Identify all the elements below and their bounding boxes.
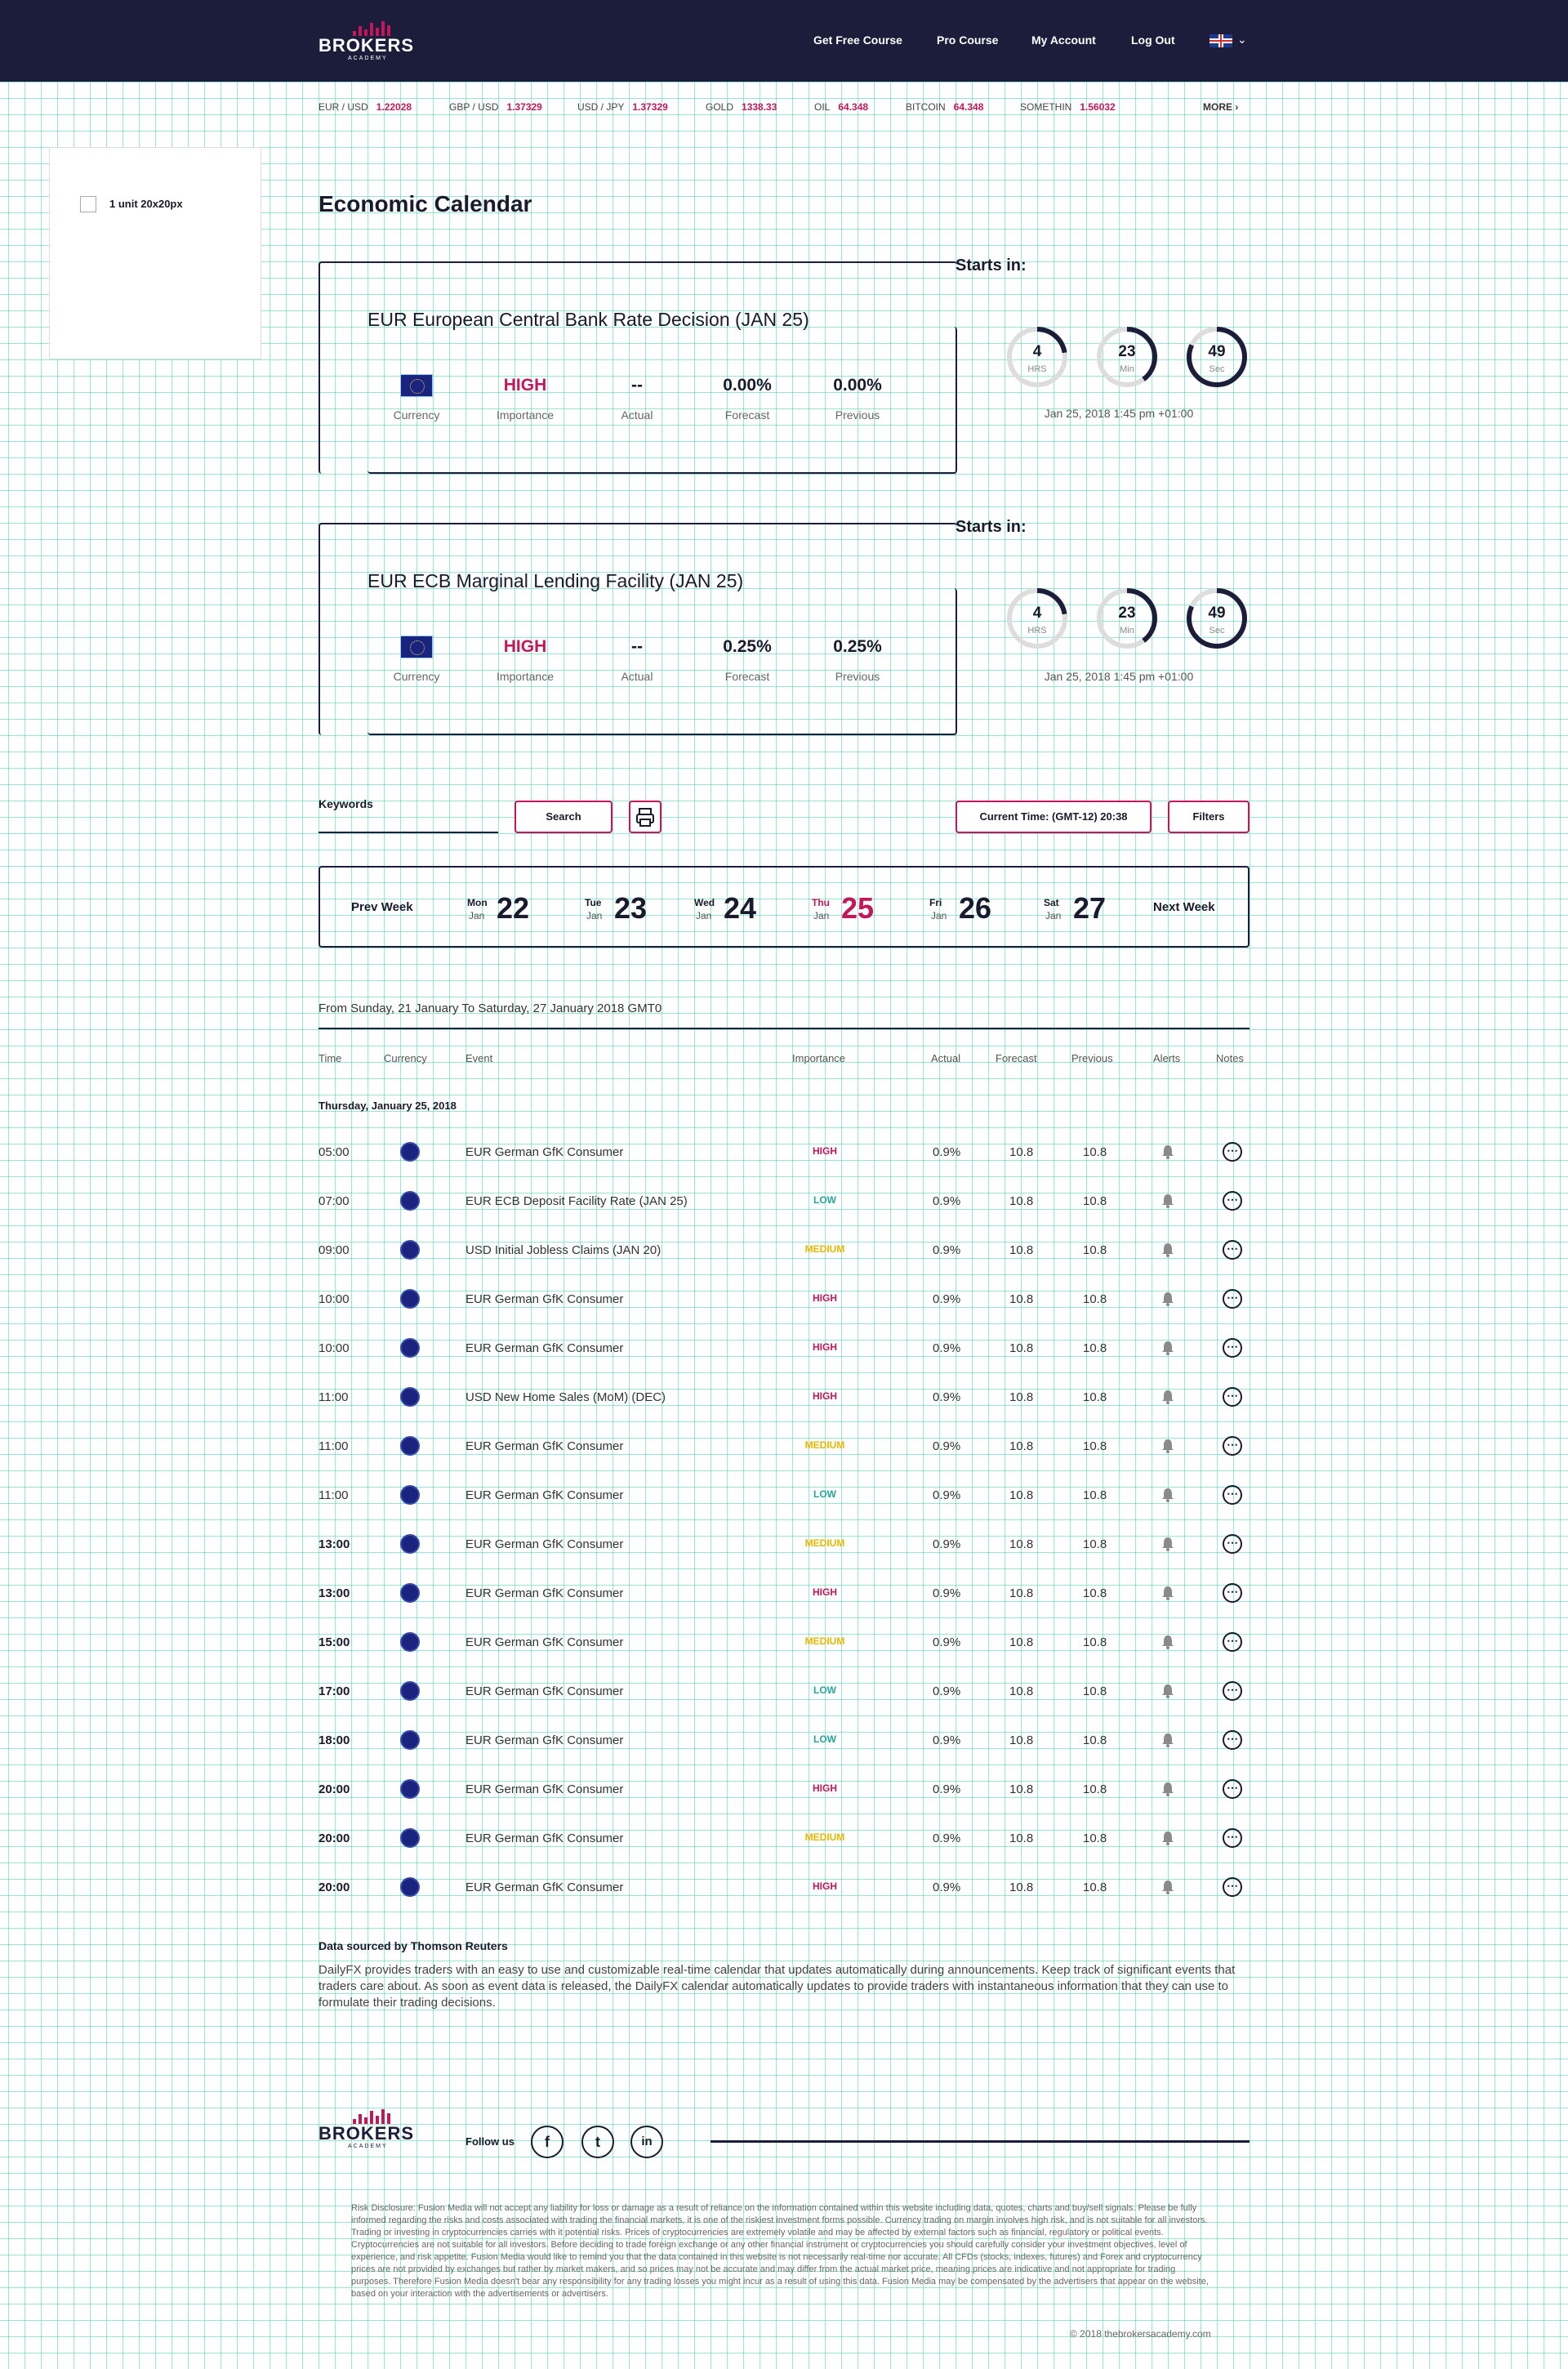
row-actual: 0.9% xyxy=(933,1194,961,1208)
countdown-hours-unit: HRS xyxy=(1027,364,1047,374)
ticker-label: GOLD xyxy=(706,101,734,113)
event-importance: HIGH xyxy=(503,376,547,395)
row-importance: HIGH xyxy=(813,1586,837,1598)
row-event[interactable]: EUR German GfK Consumer xyxy=(466,1292,624,1306)
day-name: Fri xyxy=(929,897,942,908)
row-actual: 0.9% xyxy=(933,1243,961,1257)
row-forecast: 10.8 xyxy=(1009,1733,1034,1747)
grid-legend-box xyxy=(49,147,261,359)
ticker-label: SOMETHIN xyxy=(1020,101,1072,113)
grid-unit-square xyxy=(80,196,96,212)
countdown-minutes-unit: Min xyxy=(1120,626,1134,636)
ticker-value: 1.37329 xyxy=(506,101,542,113)
chevron-right-icon: › xyxy=(1235,101,1239,113)
currency-label: Currency xyxy=(393,408,440,422)
ticker-item[interactable] xyxy=(449,101,542,113)
row-actual: 0.9% xyxy=(933,1831,961,1845)
row-time: 10:00 xyxy=(318,1292,350,1306)
event-forecast: 0.00% xyxy=(723,376,772,395)
row-event[interactable]: USD New Home Sales (MoM) (DEC) xyxy=(466,1390,666,1404)
ticker-item[interactable] xyxy=(706,101,777,113)
row-forecast: 10.8 xyxy=(1009,1831,1034,1845)
row-importance: MEDIUM xyxy=(804,1243,845,1255)
table-row[interactable] xyxy=(318,1822,1250,1854)
note-icon[interactable]: ⋯ xyxy=(1223,1289,1242,1309)
row-forecast: 10.8 xyxy=(1009,1782,1034,1796)
table-row[interactable] xyxy=(318,1675,1250,1707)
table-row[interactable] xyxy=(318,1479,1250,1511)
row-importance: LOW xyxy=(813,1733,836,1745)
date-range-text: From Sunday, 21 January To Saturday, 27 January 2018 GMT0 xyxy=(318,1002,662,1015)
eu-flag-icon xyxy=(400,1289,420,1309)
ticker-label: USD / JPY xyxy=(577,101,625,113)
importance-label: Importance xyxy=(496,670,555,683)
day-tab-tue[interactable] xyxy=(585,892,675,925)
nav-log-out[interactable]: Log Out xyxy=(1131,33,1175,47)
row-actual: 0.9% xyxy=(933,1488,961,1502)
row-event[interactable]: EUR German GfK Consumer xyxy=(466,1537,624,1551)
follow-us-label: Follow us xyxy=(466,2135,514,2148)
countdown-seconds-unit: Sec xyxy=(1209,364,1225,374)
row-forecast: 10.8 xyxy=(1009,1194,1034,1208)
nav-my-account[interactable]: My Account xyxy=(1031,33,1096,47)
row-event[interactable]: USD Initial Jobless Claims (JAN 20) xyxy=(466,1243,662,1257)
eu-flag-icon xyxy=(400,1142,420,1162)
brand-logo[interactable] xyxy=(318,20,425,69)
table-row[interactable] xyxy=(318,1135,1250,1168)
ticker-label: BITCOIN xyxy=(906,101,946,113)
ticker-value: 1.56032 xyxy=(1080,101,1116,113)
ticker-label: GBP / USD xyxy=(449,101,499,113)
countdown-minutes: 23 xyxy=(1118,343,1136,360)
row-importance: MEDIUM xyxy=(804,1439,845,1451)
ticker-value: 1.22028 xyxy=(376,101,412,113)
eu-flag-icon xyxy=(400,374,433,397)
facebook-icon[interactable]: f xyxy=(531,2126,564,2158)
eu-flag-icon xyxy=(400,1632,420,1652)
note-icon[interactable]: ⋯ xyxy=(1223,1583,1242,1603)
note-icon[interactable]: ⋯ xyxy=(1223,1338,1242,1358)
row-actual: 0.9% xyxy=(933,1684,961,1698)
event-title[interactable]: EUR ECB Marginal Lending Facility (JAN 25) xyxy=(368,570,744,591)
col-header-time: Time xyxy=(318,1052,342,1064)
note-icon[interactable]: ⋯ xyxy=(1223,1387,1242,1407)
table-row[interactable] xyxy=(318,1871,1250,1903)
row-previous: 10.8 xyxy=(1083,1782,1107,1796)
twitter-icon[interactable]: t xyxy=(581,2126,614,2158)
row-previous: 10.8 xyxy=(1083,1733,1107,1747)
linkedin-icon[interactable]: in xyxy=(630,2126,663,2158)
row-time: 11:00 xyxy=(318,1390,349,1404)
prev-week-button[interactable]: Prev Week xyxy=(351,900,413,914)
eu-flag-icon xyxy=(400,1338,420,1358)
eu-flag-icon xyxy=(400,1436,420,1456)
previous-label: Previous xyxy=(835,408,880,422)
table-row[interactable] xyxy=(318,1332,1250,1364)
row-previous: 10.8 xyxy=(1083,1488,1107,1502)
note-icon[interactable]: ⋯ xyxy=(1223,1779,1242,1799)
forecast-label: Forecast xyxy=(724,408,770,422)
row-time: 20:00 xyxy=(318,1831,350,1845)
row-actual: 0.9% xyxy=(933,1782,961,1796)
note-icon[interactable]: ⋯ xyxy=(1223,1730,1242,1750)
row-forecast: 10.8 xyxy=(1009,1880,1034,1894)
eu-flag-icon xyxy=(400,1877,420,1897)
row-time: 11:00 xyxy=(318,1488,349,1502)
bell-icon[interactable] xyxy=(1160,1634,1176,1650)
previous-label: Previous xyxy=(835,670,880,683)
table-row[interactable] xyxy=(318,1184,1250,1217)
row-importance: HIGH xyxy=(813,1145,837,1157)
event-card-frame-bottom xyxy=(368,588,957,735)
logo-subtitle: ACADEMY xyxy=(348,2144,388,2149)
day-tab-mon[interactable] xyxy=(467,892,557,925)
footer-logo[interactable] xyxy=(318,2108,425,2165)
event-datetime: Jan 25, 2018 1:45 pm +01:00 xyxy=(1044,407,1194,420)
row-previous: 10.8 xyxy=(1083,1537,1107,1551)
row-actual: 0.9% xyxy=(933,1880,961,1894)
row-event[interactable]: EUR German GfK Consumer xyxy=(466,1733,624,1747)
day-tab-wed[interactable] xyxy=(694,892,784,925)
countdown-hours-unit: HRS xyxy=(1027,626,1047,636)
bell-icon[interactable] xyxy=(1160,1438,1176,1454)
row-time: 11:00 xyxy=(318,1439,349,1453)
ticker-value: 64.348 xyxy=(838,101,869,113)
countdown-hours: 4 xyxy=(1032,343,1042,360)
starts-in-label: Starts in: xyxy=(956,257,1027,274)
row-event[interactable]: EUR German GfK Consumer xyxy=(466,1341,624,1355)
row-importance: HIGH xyxy=(813,1880,837,1892)
row-event[interactable]: EUR ECB Deposit Facility Rate (JAN 25) xyxy=(466,1194,688,1208)
logo-wordmark: BROKERS xyxy=(318,35,415,56)
row-time: 07:00 xyxy=(318,1194,350,1208)
row-time: 20:00 xyxy=(318,1880,350,1894)
row-importance: MEDIUM xyxy=(804,1635,845,1647)
table-row[interactable] xyxy=(318,1430,1250,1462)
day-month: Jan xyxy=(586,910,603,921)
eu-flag-icon xyxy=(400,1191,420,1211)
row-previous: 10.8 xyxy=(1083,1194,1107,1208)
day-name: Sat xyxy=(1044,897,1059,908)
eu-flag-icon xyxy=(400,1583,420,1603)
row-event[interactable]: EUR German GfK Consumer xyxy=(466,1684,624,1698)
note-icon[interactable]: ⋯ xyxy=(1223,1240,1242,1260)
row-time: 18:00 xyxy=(318,1733,350,1747)
logo-subtitle: ACADEMY xyxy=(348,56,388,61)
row-forecast: 10.8 xyxy=(1009,1145,1034,1159)
day-number: 25 xyxy=(841,891,875,925)
importance-label: Importance xyxy=(496,408,555,422)
day-name: Mon xyxy=(467,897,488,908)
ticker-more-link[interactable] xyxy=(1203,101,1238,113)
row-previous: 10.8 xyxy=(1083,1390,1107,1404)
row-actual: 0.9% xyxy=(933,1733,961,1747)
event-previous: 0.00% xyxy=(833,376,882,395)
day-tab-fri[interactable] xyxy=(929,892,1019,925)
row-previous: 10.8 xyxy=(1083,1880,1107,1894)
table-row[interactable] xyxy=(318,1528,1250,1560)
countdown-minutes-unit: Min xyxy=(1120,364,1134,374)
event-actual: -- xyxy=(631,376,643,395)
countdown-seconds: 49 xyxy=(1208,605,1226,622)
col-header-previous: Previous xyxy=(1071,1052,1113,1064)
logo-bars-icon xyxy=(353,2108,425,2124)
bell-icon[interactable] xyxy=(1160,1781,1176,1797)
row-importance: MEDIUM xyxy=(804,1537,845,1549)
ticker-item[interactable] xyxy=(906,101,983,113)
row-event[interactable]: EUR German GfK Consumer xyxy=(466,1635,624,1649)
row-event[interactable]: EUR German GfK Consumer xyxy=(466,1439,624,1453)
keywords-input[interactable] xyxy=(318,832,498,833)
table-row[interactable] xyxy=(318,1773,1250,1805)
eu-flag-icon xyxy=(400,1240,420,1260)
row-forecast: 10.8 xyxy=(1009,1586,1034,1600)
row-actual: 0.9% xyxy=(933,1341,961,1355)
logo-bars-icon xyxy=(353,20,425,36)
day-month: Jan xyxy=(931,910,947,921)
bell-icon[interactable] xyxy=(1160,1683,1176,1699)
actual-label: Actual xyxy=(621,408,653,422)
bell-icon[interactable] xyxy=(1160,1585,1176,1601)
row-time: 20:00 xyxy=(318,1782,350,1796)
row-previous: 10.8 xyxy=(1083,1635,1107,1649)
event-previous: 0.25% xyxy=(833,637,882,656)
row-forecast: 10.8 xyxy=(1009,1635,1034,1649)
day-number: 26 xyxy=(959,891,992,925)
ticker-label: OIL xyxy=(814,101,831,113)
row-event[interactable]: EUR German GfK Consumer xyxy=(466,1831,624,1845)
event-actual: -- xyxy=(631,637,643,656)
row-importance: HIGH xyxy=(813,1390,837,1402)
data-source-title: Data sourced by Thomson Reuters xyxy=(318,1939,508,1952)
bell-icon[interactable] xyxy=(1160,1536,1176,1552)
row-actual: 0.9% xyxy=(933,1390,961,1404)
row-time: 10:00 xyxy=(318,1341,350,1355)
table-row[interactable] xyxy=(318,1381,1250,1413)
filters-button[interactable]: Filters xyxy=(1168,801,1250,833)
table-day-heading: Thursday, January 25, 2018 xyxy=(318,1100,457,1112)
row-actual: 0.9% xyxy=(933,1586,961,1600)
row-time: 17:00 xyxy=(318,1684,350,1698)
table-row[interactable] xyxy=(318,1577,1250,1609)
row-importance: HIGH xyxy=(813,1782,837,1794)
row-time: 05:00 xyxy=(318,1145,350,1159)
row-forecast: 10.8 xyxy=(1009,1439,1034,1453)
eu-flag-icon xyxy=(400,1779,420,1799)
top-navbar xyxy=(0,0,1568,82)
risk-disclaimer: Risk Disclosure: Fusion Media will not accept any liability for loss or damage as a result of reliance on the information contained within this website including data, quotes, charts and buy/sell signals. Please be fully informed regarding the risks and costs associated with trading the financial markets, it is one of the riskiest investment forms possible. Currency trading on margin involves high risk, and is not suitable for all investors. Trading or investing in cryptocurrencies carries with it potential risks. Prices of cryptocurrencies are extremely volatile and may be affected by external factors such as financial, regulatory or political events. Cryptocurrencies are not suitable for all investors. Before deciding to trade foreign exchange or any other financial instrument or cryptocurrencies you should carefully consider your investment objectives, level of experience, and risk appetite. Fusion Media would like to remind you that the data contained in this website is not necessarily real-time nor accurate. All CFDs (stocks, indexes, futures) and Forex and cryptocurrency prices are not provided by exchanges but rather by market makers, and so prices may not be accurate and may differ from the actual market price, meaning prices are indicative and not appropriate for trading purposes. Therefore Fusion Media doesn't bear any responsibility for any trading losses you might incur as a result of using this data. Fusion Media may be compensated by the advertisers that appear on the website, based on your interaction with the advertisements or advertisers. xyxy=(351,2203,1209,2299)
ticker-value: 1.37329 xyxy=(632,101,668,113)
row-importance: HIGH xyxy=(813,1292,837,1304)
ticker-item[interactable] xyxy=(577,101,668,113)
row-event[interactable]: EUR German GfK Consumer xyxy=(466,1145,624,1159)
ticker-item[interactable] xyxy=(1020,101,1116,113)
ticker-value: 64.348 xyxy=(953,101,984,113)
eu-flag-icon xyxy=(400,1485,420,1505)
countdown-seconds: 49 xyxy=(1208,343,1226,360)
day-month: Jan xyxy=(1045,910,1062,921)
ticker-item[interactable] xyxy=(318,101,412,113)
eu-flag-icon xyxy=(400,636,433,658)
print-button[interactable] xyxy=(629,801,662,833)
row-previous: 10.8 xyxy=(1083,1341,1107,1355)
col-header-notes: Notes xyxy=(1216,1052,1244,1064)
col-header-event: Event xyxy=(466,1052,493,1064)
countdown-minutes: 23 xyxy=(1118,605,1136,622)
table-row[interactable] xyxy=(318,1283,1250,1315)
row-actual: 0.9% xyxy=(933,1537,961,1551)
actual-label: Actual xyxy=(621,670,653,683)
note-icon[interactable]: ⋯ xyxy=(1223,1485,1242,1505)
row-time: 13:00 xyxy=(318,1586,350,1600)
row-previous: 10.8 xyxy=(1083,1586,1107,1600)
row-previous: 10.8 xyxy=(1083,1439,1107,1453)
countdown-seconds-unit: Sec xyxy=(1209,626,1225,636)
footer-divider xyxy=(710,2140,1250,2143)
event-forecast: 0.25% xyxy=(723,637,772,656)
day-tab-thu[interactable] xyxy=(812,892,902,925)
ticker-more-label: MORE xyxy=(1203,101,1232,113)
row-forecast: 10.8 xyxy=(1009,1390,1034,1404)
uk-flag-icon[interactable] xyxy=(1209,34,1232,47)
row-actual: 0.9% xyxy=(933,1439,961,1453)
event-importance: HIGH xyxy=(503,637,547,656)
printer-icon xyxy=(630,802,660,832)
row-previous: 10.8 xyxy=(1083,1684,1107,1698)
bell-icon[interactable] xyxy=(1160,1830,1176,1846)
keywords-label: Keywords xyxy=(318,797,373,810)
copyright: © 2018 thebrokersacademy.com xyxy=(1070,2328,1211,2340)
ticker-value: 1338.33 xyxy=(742,101,777,113)
row-time: 15:00 xyxy=(318,1635,350,1649)
row-time: 09:00 xyxy=(318,1243,350,1257)
event-title[interactable]: EUR European Central Bank Rate Decision (JAN 25) xyxy=(368,309,809,330)
row-previous: 10.8 xyxy=(1083,1145,1107,1159)
data-source-text: DailyFX provides traders with an easy to use and customizable real-time calendar that updates automatically during announcements. Keep track of significant events that traders care about. As soon as event data is released, the DailyFX calendar automatically updates to provide traders with instantaneous information that they can use to formulate their trading decisions. xyxy=(318,1963,1236,2010)
current-time-button[interactable]: Current Time: (GMT-12) 20:38 xyxy=(956,801,1152,833)
event-datetime: Jan 25, 2018 1:45 pm +01:00 xyxy=(1044,670,1194,683)
row-event[interactable]: EUR German GfK Consumer xyxy=(466,1488,624,1502)
bell-icon[interactable] xyxy=(1160,1389,1176,1405)
note-icon[interactable]: ⋯ xyxy=(1223,1828,1242,1848)
forecast-label: Forecast xyxy=(724,670,770,683)
row-actual: 0.9% xyxy=(933,1635,961,1649)
note-icon[interactable]: ⋯ xyxy=(1223,1877,1242,1897)
note-icon[interactable]: ⋯ xyxy=(1223,1191,1242,1211)
day-name: Wed xyxy=(694,897,715,908)
bell-icon[interactable] xyxy=(1160,1487,1176,1503)
row-event[interactable]: EUR German GfK Consumer xyxy=(466,1880,624,1894)
row-importance: LOW xyxy=(813,1194,836,1206)
row-previous: 10.8 xyxy=(1083,1292,1107,1306)
row-forecast: 10.8 xyxy=(1009,1243,1034,1257)
countdown-hours: 4 xyxy=(1032,605,1042,622)
nav-pro-course[interactable]: Pro Course xyxy=(937,33,999,47)
row-forecast: 10.8 xyxy=(1009,1292,1034,1306)
table-row[interactable] xyxy=(318,1234,1250,1266)
day-number: 23 xyxy=(614,891,648,925)
day-number: 27 xyxy=(1073,891,1107,925)
page-title: Economic Calendar xyxy=(318,191,532,216)
bell-icon[interactable] xyxy=(1160,1291,1176,1307)
row-forecast: 10.8 xyxy=(1009,1488,1034,1502)
day-name: Thu xyxy=(812,897,830,908)
divider xyxy=(318,1028,1250,1029)
event-card-frame-bottom xyxy=(368,327,957,474)
row-event[interactable]: EUR German GfK Consumer xyxy=(466,1782,624,1796)
row-actual: 0.9% xyxy=(933,1292,961,1306)
bell-icon[interactable] xyxy=(1160,1242,1176,1258)
chevron-down-icon[interactable]: ⌄ xyxy=(1237,33,1247,46)
row-previous: 10.8 xyxy=(1083,1243,1107,1257)
note-icon[interactable]: ⋯ xyxy=(1223,1142,1242,1162)
day-month: Jan xyxy=(696,910,712,921)
day-name: Tue xyxy=(585,897,602,908)
grid-unit-label: 1 unit 20x20px xyxy=(109,198,183,210)
note-icon[interactable]: ⋯ xyxy=(1223,1534,1242,1554)
eu-flag-icon xyxy=(400,1681,420,1701)
next-week-button[interactable]: Next Week xyxy=(1153,900,1215,914)
ticker-item[interactable] xyxy=(814,101,868,113)
row-time: 13:00 xyxy=(318,1537,350,1551)
row-event[interactable]: EUR German GfK Consumer xyxy=(466,1586,624,1600)
search-button[interactable]: Search xyxy=(514,801,612,833)
currency-label: Currency xyxy=(393,670,440,683)
row-forecast: 10.8 xyxy=(1009,1537,1034,1551)
row-importance: MEDIUM xyxy=(804,1831,845,1843)
nav-get-free-course[interactable]: Get Free Course xyxy=(813,33,902,47)
bell-icon[interactable] xyxy=(1160,1879,1176,1895)
table-row[interactable] xyxy=(318,1626,1250,1658)
col-header-alerts: Alerts xyxy=(1153,1052,1181,1064)
row-importance: HIGH xyxy=(813,1341,837,1353)
day-month: Jan xyxy=(469,910,485,921)
row-importance: LOW xyxy=(813,1684,836,1696)
eu-flag-icon xyxy=(400,1387,420,1407)
row-actual: 0.9% xyxy=(933,1145,961,1159)
row-previous: 10.8 xyxy=(1083,1831,1107,1845)
day-month: Jan xyxy=(813,910,830,921)
bell-icon[interactable] xyxy=(1160,1340,1176,1356)
row-importance: LOW xyxy=(813,1488,836,1500)
note-icon[interactable]: ⋯ xyxy=(1223,1681,1242,1701)
col-header-forecast: Forecast xyxy=(996,1052,1037,1064)
col-header-actual: Actual xyxy=(931,1052,961,1064)
note-icon[interactable]: ⋯ xyxy=(1223,1632,1242,1652)
col-header-importance: Importance xyxy=(792,1052,846,1064)
day-number: 24 xyxy=(724,891,757,925)
day-number: 22 xyxy=(497,891,530,925)
row-forecast: 10.8 xyxy=(1009,1684,1034,1698)
col-header-currency: Currency xyxy=(384,1052,427,1064)
eu-flag-icon xyxy=(400,1534,420,1554)
table-row[interactable] xyxy=(318,1724,1250,1756)
row-forecast: 10.8 xyxy=(1009,1341,1034,1355)
day-tab-sat[interactable] xyxy=(1044,892,1134,925)
logo-wordmark: BROKERS xyxy=(318,2123,415,2144)
bell-icon[interactable] xyxy=(1160,1732,1176,1748)
starts-in-label: Starts in: xyxy=(956,518,1027,536)
ticker-label: EUR / USD xyxy=(318,101,368,113)
bell-icon[interactable] xyxy=(1160,1144,1176,1160)
bell-icon[interactable] xyxy=(1160,1193,1176,1209)
eu-flag-icon xyxy=(400,1730,420,1750)
note-icon[interactable]: ⋯ xyxy=(1223,1436,1242,1456)
eu-flag-icon xyxy=(400,1828,420,1848)
